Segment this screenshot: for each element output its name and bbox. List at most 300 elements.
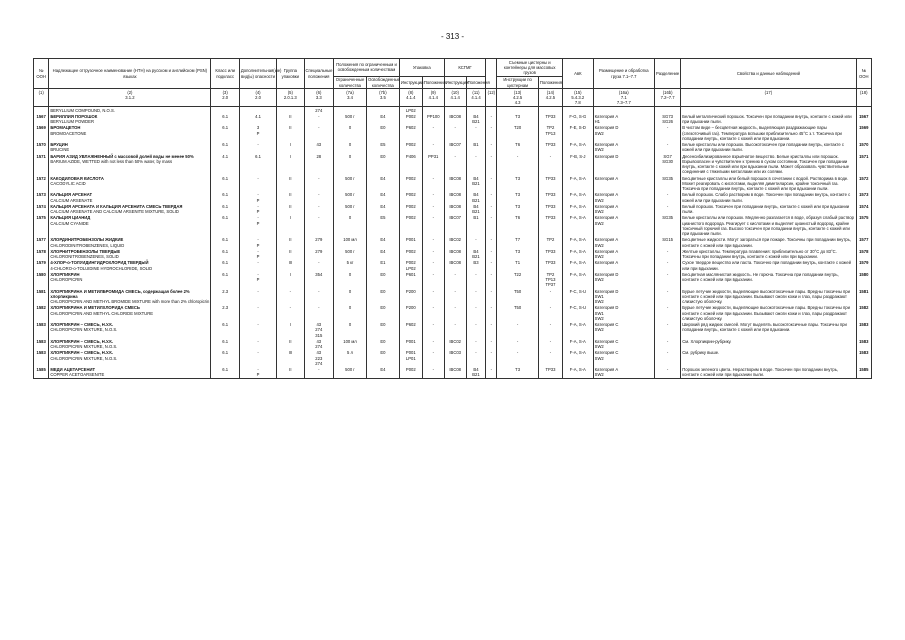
special-provisions-cell: - bbox=[304, 215, 334, 237]
packing-group-cell: I bbox=[277, 271, 304, 288]
sub-risk-cell: 3 P bbox=[239, 125, 276, 142]
table-row bbox=[34, 248, 872, 260]
col-number: (18) bbox=[856, 89, 871, 107]
name-cell bbox=[49, 288, 211, 305]
sub-risk-cell: - bbox=[239, 322, 276, 339]
packing-provision-cell: - bbox=[422, 338, 444, 350]
packing-instruction-cell: P002 bbox=[399, 113, 422, 125]
packing-group-cell: - bbox=[277, 305, 304, 322]
ibc-instruction-cell: IBC08 bbox=[444, 113, 466, 125]
col-header-sub-risk: Дополнительная(ые) вид(ы) опасности bbox=[239, 59, 276, 89]
limited-quantity-cell: 0 bbox=[334, 305, 367, 322]
un-cell: 1572 bbox=[34, 175, 49, 192]
ibc-instruction-cell: - bbox=[444, 288, 466, 305]
limited-quantity-cell: 0 bbox=[334, 288, 367, 305]
packing-provision-cell: - bbox=[422, 215, 444, 237]
tank-instruction-cell: - bbox=[497, 322, 539, 339]
stowage-cell: Категория D bbox=[593, 153, 654, 175]
un-cell: 1582 bbox=[34, 305, 49, 322]
col-header-ibc-instructions: Инструкции bbox=[444, 76, 466, 89]
col-number: (2) 3.1.2 bbox=[49, 89, 211, 107]
blank-cell: - bbox=[486, 113, 497, 125]
segregation-cell: - bbox=[654, 125, 680, 142]
blank-cell: - bbox=[486, 248, 497, 260]
tank-provision-cell: TP33 bbox=[538, 192, 562, 204]
ibc-instruction-cell: - bbox=[444, 153, 466, 175]
excepted-quantity-cell: E0 bbox=[366, 305, 399, 322]
col-number: (12) bbox=[486, 89, 497, 107]
name-en: CHLORONITROBENZENES, SOLID bbox=[50, 254, 119, 259]
tank-instruction-cell: T50 bbox=[497, 305, 539, 322]
stowage-cell: Категория A SW2 bbox=[593, 192, 654, 204]
ems-cell: F-A, S-A bbox=[563, 322, 594, 339]
col-header-tanks: Съемные цистерны и контейнеры для массовых грузов bbox=[497, 59, 563, 77]
un-cell: 1573 bbox=[34, 192, 49, 204]
packing-group-cell: III bbox=[277, 260, 304, 272]
sub-risk-cell: - bbox=[239, 142, 276, 154]
ibc-provision-cell bbox=[466, 107, 486, 114]
stowage-cell: Категория C SW2 bbox=[593, 338, 654, 350]
ibc-provision-cell: B3 bbox=[466, 260, 486, 272]
name-en: 4-CHLORO-o-TOLUIDINE HYDROCHLORIDE, SOLID bbox=[50, 265, 153, 271]
name-ru: БРОМАЦЕТОН bbox=[50, 125, 81, 131]
un-cell: 1570 bbox=[34, 142, 49, 154]
packing-provision-cell bbox=[422, 107, 444, 114]
limited-quantity-cell: 500 г bbox=[334, 367, 367, 379]
packing-provision-cell: - bbox=[422, 305, 444, 322]
un-cell: 1574 bbox=[34, 203, 49, 215]
col-header-class: Класс или подкласс bbox=[211, 59, 239, 89]
limited-quantity-cell: 500 г bbox=[334, 192, 367, 204]
ems-cell: F-A, S-A bbox=[563, 215, 594, 237]
sub-risk-cell: - P bbox=[239, 215, 276, 237]
packing-provision-cell: - bbox=[422, 203, 444, 215]
observations-cell: Широкий ряд жидких смесей. Могут выделять высокотоксичные пары. Токсичны при попадании внутрь, контакте с кожей или при вдыхании. bbox=[681, 322, 856, 339]
packing-provision-cell: PP100 bbox=[422, 113, 444, 125]
name-en: BERYLLIUM COMPOUND, N.O.S. bbox=[50, 107, 115, 113]
ems-cell: F-A, S-A bbox=[563, 271, 594, 288]
packing-instruction-cell: P002 bbox=[399, 215, 422, 237]
packing-instruction-cell: P002 bbox=[399, 142, 422, 154]
limited-quantity-cell: 500 г bbox=[334, 175, 367, 192]
excepted-quantity-cell: E0 bbox=[366, 350, 399, 367]
packing-group-cell: II bbox=[277, 113, 304, 125]
excepted-quantity-cell: E4 bbox=[366, 237, 399, 249]
ems-cell: F-A, S-A bbox=[563, 338, 594, 350]
sub-risk-cell: - P bbox=[239, 192, 276, 204]
un-right-cell: 1579 bbox=[856, 260, 871, 272]
un-right-cell: 1571 bbox=[856, 153, 871, 175]
un-right-cell: 1583 bbox=[856, 322, 871, 339]
sub-risk-cell bbox=[239, 107, 276, 114]
un-right-cell: 1583 bbox=[856, 338, 871, 350]
name-cell bbox=[49, 248, 211, 260]
name-cell bbox=[49, 142, 211, 154]
header-row-1 bbox=[34, 59, 872, 77]
col-number: (8) 4.1.4 bbox=[399, 89, 422, 107]
un-cell: 1578 bbox=[34, 248, 49, 260]
name-en: COPPER ACETOARSENITE bbox=[50, 372, 105, 378]
limited-quantity-cell bbox=[334, 107, 367, 114]
class-cell: 6.1 bbox=[211, 192, 239, 204]
packing-instruction-cell: P002 LP02 bbox=[399, 260, 422, 272]
col-header-packing: Упаковка bbox=[399, 59, 444, 77]
col-number: (3) 2.0 bbox=[211, 89, 239, 107]
excepted-quantity-cell: E1 bbox=[366, 260, 399, 272]
un-right-cell: 1572 bbox=[856, 175, 871, 192]
observations-cell: Белый металлический порошок. Токсичен при попадании внутрь, контакте с кожей или при вдыхании пыли. bbox=[681, 113, 856, 125]
tank-provision-cell: TP33 bbox=[538, 367, 562, 379]
class-cell: 6.1 bbox=[211, 175, 239, 192]
tank-instruction-cell: T1 bbox=[497, 260, 539, 272]
packing-instruction-cell: P406 bbox=[399, 153, 422, 175]
segregation-cell: - bbox=[654, 338, 680, 350]
packing-group-cell: II bbox=[277, 175, 304, 192]
excepted-quantity-cell: E0 bbox=[366, 322, 399, 339]
ibc-instruction-cell: IBC07 bbox=[444, 215, 466, 237]
tank-instruction-cell: T22 bbox=[497, 271, 539, 288]
name-ru: ХЛОРНИТРОБЕНЗОЛЫ ТВЕРДЫЕ bbox=[50, 248, 121, 254]
packing-instruction-cell: P002 bbox=[399, 175, 422, 192]
ibc-instruction-cell: IBC08 bbox=[444, 203, 466, 215]
name-en: CHLOROPICRIN bbox=[50, 277, 83, 282]
stowage-cell: Категория A SW2 bbox=[593, 367, 654, 379]
packing-instruction-cell: P200 bbox=[399, 288, 422, 305]
observations-cell: Белые кристаллы или порошок. Медленно разлагается в воде, образуя слабый раствор цианистого водорода. Реагирует с кислотами и выделяет цианистый водород, крайне токсичный горючий газ. Высоко токсичен при попадании внутрь, контакте с кожей или при вдыхании пыли. bbox=[681, 215, 856, 237]
special-provisions-cell: 43 274 bbox=[304, 338, 334, 350]
col-number: (13) 4.2.5 4.3 bbox=[497, 89, 539, 107]
special-provisions-cell: - bbox=[304, 367, 334, 379]
excepted-quantity-cell: E4 bbox=[366, 367, 399, 379]
un-right-cell: 1582 bbox=[856, 305, 871, 322]
ibc-instruction-cell: IBC08 bbox=[444, 260, 466, 272]
tank-provision-cell: - bbox=[538, 288, 562, 305]
ems-cell bbox=[563, 107, 594, 114]
special-provisions-cell: 354 bbox=[304, 271, 334, 288]
col-header-packing-provisions: Положения bbox=[422, 76, 444, 89]
class-cell: 6.1 bbox=[211, 113, 239, 125]
name-en: CHLOROPICRIN AND METHYL BROMIDE MIXTURE with more than 2% chloropicrin bbox=[50, 299, 210, 304]
col-number: (4) 2.0 bbox=[239, 89, 276, 107]
sub-risk-cell: - bbox=[239, 288, 276, 305]
ibc-instruction-cell: IBC08 bbox=[444, 367, 466, 379]
col-number: (9) 4.1.4 bbox=[422, 89, 444, 107]
ibc-instruction-cell: IBC03 bbox=[444, 350, 466, 367]
class-cell: 4.1 bbox=[211, 153, 239, 175]
col-number: (7a) 3.4 bbox=[334, 89, 367, 107]
ibc-instruction-cell: IBC02 bbox=[444, 237, 466, 249]
limited-quantity-cell: 500 г bbox=[334, 113, 367, 125]
un-cell: 1583 bbox=[34, 338, 49, 350]
un-cell: 1583 bbox=[34, 322, 49, 339]
segregation-cell: SG35 bbox=[654, 175, 680, 192]
name-cell bbox=[49, 305, 211, 322]
blank-cell: - bbox=[486, 192, 497, 204]
un-right-cell: 1574 bbox=[856, 203, 871, 215]
un-cell bbox=[34, 107, 49, 114]
excepted-quantity-cell: E0 bbox=[366, 125, 399, 142]
un-right-cell: 1580 bbox=[856, 271, 871, 288]
packing-provision-cell: - bbox=[422, 260, 444, 272]
ibc-provision-cell: B4 B21 bbox=[466, 248, 486, 260]
ems-cell: F-A, S-A bbox=[563, 175, 594, 192]
table-row bbox=[34, 215, 872, 237]
observations-cell: См. рубрику выше. bbox=[681, 350, 856, 367]
stowage-cell: Категория C SW2 bbox=[593, 322, 654, 339]
un-right-cell: 1573 bbox=[856, 192, 871, 204]
packing-instruction-cell: LP02 bbox=[399, 107, 422, 114]
packing-group-cell: - bbox=[277, 288, 304, 305]
un-cell: 1583 bbox=[34, 350, 49, 367]
col-header-packing-group: Группа упаковки bbox=[277, 59, 304, 89]
ibc-instruction-cell bbox=[444, 107, 466, 114]
ibc-provision-cell: - bbox=[466, 288, 486, 305]
packing-instruction-cell: P602 bbox=[399, 125, 422, 142]
blank-cell: - bbox=[486, 203, 497, 215]
observations-cell: См. Хлорпикрин-рубрику. bbox=[681, 338, 856, 350]
col-header-un: № ООН bbox=[34, 59, 49, 89]
packing-group-cell: II bbox=[277, 237, 304, 249]
name-ru: ХЛОРПИКРИН – СМЕСЬ, Н.У.К. bbox=[50, 322, 113, 327]
ibc-instruction-cell: - bbox=[444, 271, 466, 288]
observations-cell: Сухое твердое вещество или паста. Токсично при попадании внутрь, контакте с кожей или при вдыхании. bbox=[681, 260, 856, 272]
tank-instruction-cell: T3 bbox=[497, 367, 539, 379]
segregation-cell: - bbox=[654, 142, 680, 154]
tank-provision-cell: TP33 bbox=[538, 260, 562, 272]
tank-instruction-cell: T3 bbox=[497, 175, 539, 192]
name-en: CALCIUM CYANIDE bbox=[50, 220, 89, 226]
blank-cell bbox=[486, 107, 497, 114]
ibc-instruction-cell: - bbox=[444, 125, 466, 142]
ibc-provision-cell: - bbox=[466, 305, 486, 322]
segregation-cell: SG7 SG30 bbox=[654, 153, 680, 175]
class-cell: 6.1 bbox=[211, 237, 239, 249]
col-number: (16a) 7.1 7.3–7.7 bbox=[593, 89, 654, 107]
special-provisions-cell: - bbox=[304, 125, 334, 142]
name-en: BARIUM AZIDE, WETTED with not less than 50% water, by mass bbox=[50, 158, 173, 164]
table-row bbox=[34, 322, 872, 339]
col-header-ibc-provisions: Положения bbox=[466, 76, 486, 89]
ems-cell: F-A, S-A bbox=[563, 237, 594, 249]
name-ru: КАЛЬЦИЯ ЦИАНИД bbox=[50, 215, 91, 221]
ibc-provision-cell: - bbox=[466, 125, 486, 142]
name-en: BROMOACETONE bbox=[50, 130, 87, 136]
packing-group-cell: II bbox=[277, 192, 304, 204]
col-header-tank-instructions: Инструкции по цистернам bbox=[497, 76, 539, 89]
col-header-observations: Свойства и данные наблюдений bbox=[681, 59, 856, 89]
limited-quantity-cell: 0 bbox=[334, 271, 367, 288]
name-ru: ХЛОРПИКРИНА И МЕТИЛБРОМИДА СМЕСЬ, содержащая более 2% хлорпикрина bbox=[50, 288, 190, 299]
col-number: (16b) 7.2–7.7 bbox=[654, 89, 680, 107]
packing-group-cell: I bbox=[277, 142, 304, 154]
sub-risk-cell: 6.1 bbox=[239, 153, 276, 175]
observations-cell: В чистом виде – бесцветная жидкость, выделяющая раздражающие пары (слезоточивый газ). Температура вспышки приблизительно 45°C з.т. Токсична при попадании внутрь, контакте с кожей или при вдыхании. bbox=[681, 125, 856, 142]
packing-group-cell: I bbox=[277, 322, 304, 339]
col-header-un-right: № ООН bbox=[856, 59, 871, 89]
table-row bbox=[34, 305, 872, 322]
tank-provision-cell bbox=[538, 107, 562, 114]
stowage-cell: Категория A SW2 bbox=[593, 237, 654, 249]
stowage-cell: Категория D SW2 bbox=[593, 125, 654, 142]
special-provisions-cell: - bbox=[304, 305, 334, 322]
packing-provision-cell: - bbox=[422, 192, 444, 204]
sub-risk-cell: - bbox=[239, 175, 276, 192]
un-cell: 1567 bbox=[34, 113, 49, 125]
name-en: CHLOROPICRIN MIXTURE, N.O.S. bbox=[50, 327, 118, 333]
col-header-limited-quantities: Положения по ограниченным и освобожденным количествам bbox=[334, 59, 400, 77]
ems-cell: F-C, S-U bbox=[563, 305, 594, 322]
ibc-instruction-cell: IBC08 bbox=[444, 175, 466, 192]
table-row bbox=[34, 125, 872, 142]
segregation-cell: - bbox=[654, 203, 680, 215]
limited-quantity-cell: 0 bbox=[334, 153, 367, 175]
stowage-cell: Категория C SW2 bbox=[593, 350, 654, 367]
name-cell bbox=[49, 107, 211, 114]
excepted-quantity-cell: E4 bbox=[366, 248, 399, 260]
ems-cell: F-A, S-A bbox=[563, 248, 594, 260]
ems-cell: F-A, S-A bbox=[563, 260, 594, 272]
packing-provision-cell: - bbox=[422, 367, 444, 379]
ibc-provision-cell: B4 B21 bbox=[466, 203, 486, 215]
packing-group-cell: II bbox=[277, 338, 304, 350]
name-ru: ХЛОРПИКРИН – СМЕСЬ, Н.У.К. bbox=[50, 350, 113, 356]
sub-risk-cell: - P bbox=[239, 203, 276, 215]
stowage-cell: Категория A SW2 bbox=[593, 203, 654, 215]
class-cell: 2.3 bbox=[211, 288, 239, 305]
un-cell: 1569 bbox=[34, 125, 49, 142]
class-cell: 2.3 bbox=[211, 305, 239, 322]
ibc-provision-cell: B1 bbox=[466, 215, 486, 237]
un-cell: 1571 bbox=[34, 153, 49, 175]
segregation-cell: SG73 SG26 bbox=[654, 113, 680, 125]
column-number-row bbox=[34, 89, 872, 107]
name-cell bbox=[49, 367, 211, 379]
segregation-cell: - bbox=[654, 350, 680, 367]
packing-provision-cell: - bbox=[422, 350, 444, 367]
tank-instruction-cell: T6 bbox=[497, 142, 539, 154]
sub-risk-cell: - bbox=[239, 350, 276, 367]
class-cell: 6.1 bbox=[211, 248, 239, 260]
special-provisions-cell: 274 bbox=[304, 107, 334, 114]
sub-risk-cell: - bbox=[239, 260, 276, 272]
excepted-quantity-cell: E4 bbox=[366, 113, 399, 125]
segregation-cell: - bbox=[654, 288, 680, 305]
tank-instruction-cell: T6 bbox=[497, 215, 539, 237]
blank-cell: - bbox=[486, 338, 497, 350]
un-right-cell: 1581 bbox=[856, 288, 871, 305]
name-ru: КАЛЬЦИЯ АРСЕНАТ bbox=[50, 192, 93, 198]
special-provisions-cell: 43 274 315 bbox=[304, 322, 334, 339]
name-cell bbox=[49, 153, 211, 175]
table-row bbox=[34, 203, 872, 215]
packing-instruction-cell: P200 bbox=[399, 305, 422, 322]
tank-instruction-cell: T50 bbox=[497, 288, 539, 305]
limited-quantity-cell: 0 bbox=[334, 125, 367, 142]
blank-cell: - bbox=[486, 350, 497, 367]
observations-cell: Белый порошок. Токсичен при попадании внутрь, контакте с кожей или при вдыхании пыли. bbox=[681, 203, 856, 215]
segregation-cell: - bbox=[654, 305, 680, 322]
blank-cell: - bbox=[486, 215, 497, 237]
observations-cell: Белый порошок. Слабо растворим в воде. Токсичен при попадании внутрь, контакте с кожей или при вдыхании пыли. bbox=[681, 192, 856, 204]
ems-cell: F-A, S-A bbox=[563, 203, 594, 215]
col-number: (10) 4.1.4 bbox=[444, 89, 466, 107]
name-ru: КАЛЬЦИЯ АРСЕНАТА И КАЛЬЦИЯ АРСЕНИТА СМЕСЬ ТВЕРДАЯ bbox=[50, 203, 183, 209]
ems-cell: F-G, S-G bbox=[563, 113, 594, 125]
class-cell: 6.1 bbox=[211, 350, 239, 367]
tank-provision-cell: TP33 bbox=[538, 248, 562, 260]
observations-cell: Бесцветные жидкости. Могут загораться при пожаре. Токсичны при попадании внутрь, контакте с кожей или при вдыхании. bbox=[681, 237, 856, 249]
name-cell bbox=[49, 113, 211, 125]
un-right-cell: 1567 bbox=[856, 113, 871, 125]
ems-cell: F-A, S-A bbox=[563, 350, 594, 367]
blank-cell: - bbox=[486, 288, 497, 305]
ibc-instruction-cell: - bbox=[444, 322, 466, 339]
col-header-ems: АвК bbox=[563, 59, 594, 89]
table-row bbox=[34, 113, 872, 125]
name-cell bbox=[49, 260, 211, 272]
tank-instruction-cell: T3 bbox=[497, 113, 539, 125]
tank-instruction-cell: T3 bbox=[497, 192, 539, 204]
special-provisions-cell: 279 bbox=[304, 237, 334, 249]
class-cell bbox=[211, 107, 239, 114]
special-provisions-cell: - bbox=[304, 175, 334, 192]
packing-instruction-cell: P002 bbox=[399, 192, 422, 204]
name-cell bbox=[49, 203, 211, 215]
tank-instruction-cell: T3 bbox=[497, 248, 539, 260]
limited-quantity-cell: 0 bbox=[334, 142, 367, 154]
ibc-instruction-cell: IBC08 bbox=[444, 248, 466, 260]
sub-risk-cell: - P bbox=[239, 248, 276, 260]
ibc-provision-cell: B1 bbox=[466, 142, 486, 154]
ibc-provision-cell: - bbox=[466, 237, 486, 249]
name-cell bbox=[49, 271, 211, 288]
tank-provision-cell: - bbox=[538, 305, 562, 322]
tank-provision-cell: TP2 bbox=[538, 237, 562, 249]
segregation-cell: - bbox=[654, 248, 680, 260]
special-provisions-cell: - bbox=[304, 192, 334, 204]
observations-cell: Желтые кристаллы. Температура плавления: приблизительно от 30°C до 83°C. Токсичны при попадании внутрь, контакте с кожей или при вдыхании. bbox=[681, 248, 856, 260]
col-header-ibc: КСГМГ bbox=[444, 59, 486, 77]
table-body bbox=[34, 107, 872, 379]
sub-risk-cell: - bbox=[239, 338, 276, 350]
ems-cell: F-C, S-U bbox=[563, 288, 594, 305]
packing-group-cell: II bbox=[277, 248, 304, 260]
blank-cell: - bbox=[486, 237, 497, 249]
packing-group-cell: I bbox=[277, 215, 304, 237]
tank-provision-cell: TP2 TP13 TP37 bbox=[538, 271, 562, 288]
table-row bbox=[34, 107, 872, 114]
blank-cell: - bbox=[486, 322, 497, 339]
segregation-cell bbox=[654, 107, 680, 114]
col-number: (7b) 3.5 bbox=[366, 89, 399, 107]
name-cell bbox=[49, 175, 211, 192]
ibc-instruction-cell: - bbox=[444, 305, 466, 322]
tank-provision-cell: TP33 bbox=[538, 215, 562, 237]
blank-cell: - bbox=[486, 125, 497, 142]
name-ru: БЕРИЛЛИЯ ПОРОШОК bbox=[50, 113, 98, 119]
limited-quantity-cell: 0 bbox=[334, 215, 367, 237]
ibc-provision-cell: - bbox=[466, 338, 486, 350]
tank-provision-cell: - bbox=[538, 338, 562, 350]
excepted-quantity-cell: E0 bbox=[366, 338, 399, 350]
tank-instruction-cell: T7 bbox=[497, 237, 539, 249]
name-ru: БАРИЯ АЗИД УВЛАЖНЕННЫЙ с массовой долей воды не менее 50% bbox=[50, 153, 194, 159]
excepted-quantity-cell: E0 bbox=[366, 288, 399, 305]
ems-cell: F-B, S-J bbox=[563, 153, 594, 175]
col-number: (15) 5.4.3.2 7.8 bbox=[563, 89, 594, 107]
name-en: CHLOROPICRIN AND METHYL CHLORIDE MIXTURE bbox=[50, 310, 154, 316]
ems-cell: F-E, S-D bbox=[563, 125, 594, 142]
